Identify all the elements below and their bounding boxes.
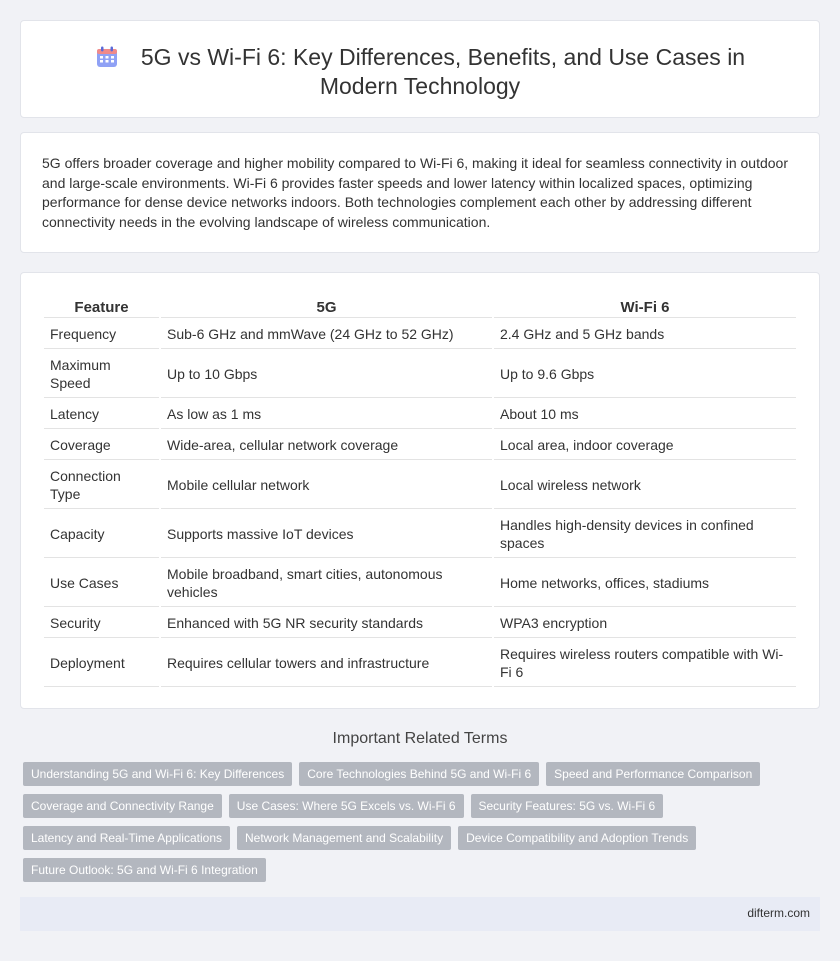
table-cell: Connection Type <box>44 462 159 509</box>
table-row <box>44 560 796 607</box>
header-card <box>20 20 820 118</box>
table-cell: Latency <box>44 400 159 429</box>
table-cell: Handles high-density devices in confined spaces <box>494 511 796 558</box>
table-cell: Deployment <box>44 640 159 687</box>
table-row <box>44 609 796 638</box>
calendar-icon <box>95 45 119 69</box>
related-term-tag[interactable]: Core Technologies Behind 5G and Wi-Fi 6 <box>299 762 539 786</box>
related-terms-list <box>23 762 803 882</box>
footer-site-link[interactable]: difterm.com <box>747 906 810 920</box>
related-term-tag[interactable]: Latency and Real-Time Applications <box>23 826 230 850</box>
header-5g: 5G <box>161 296 492 318</box>
table-cell: About 10 ms <box>494 400 796 429</box>
table-cell: Up to 10 Gbps <box>161 351 492 398</box>
table-cell: Frequency <box>44 320 159 349</box>
table-cell: Local wireless network <box>494 462 796 509</box>
table-cell: 2.4 GHz and 5 GHz bands <box>494 320 796 349</box>
table-cell: Coverage <box>44 431 159 460</box>
table-cell: Maximum Speed <box>44 351 159 398</box>
table-cell: As low as 1 ms <box>161 400 492 429</box>
table-cell: Capacity <box>44 511 159 558</box>
table-cell: Security <box>44 609 159 638</box>
header-feature: Feature <box>44 296 159 318</box>
comparison-table-card <box>20 272 820 709</box>
page-title: 5G vs Wi-Fi 6: Key Differences, Benefits, and Use Cases in Modern Technology <box>140 44 746 99</box>
table-cell: Supports massive IoT devices <box>161 511 492 558</box>
table-cell: Mobile broadband, smart cities, autonomous vehicles <box>161 560 492 607</box>
related-term-tag[interactable]: Coverage and Connectivity Range <box>23 794 222 818</box>
header-wifi6: Wi-Fi 6 <box>494 296 796 318</box>
table-cell: Up to 9.6 Gbps <box>494 351 796 398</box>
summary-card <box>20 132 820 253</box>
related-term-tag[interactable]: Device Compatibility and Adoption Trends <box>458 826 696 850</box>
comparison-table <box>42 294 798 689</box>
table-cell: Requires cellular towers and infrastructure <box>161 640 492 687</box>
related-term-tag[interactable]: Speed and Performance Comparison <box>546 762 760 786</box>
footer <box>20 897 820 931</box>
table-cell: WPA3 encryption <box>494 609 796 638</box>
related-term-tag[interactable]: Future Outlook: 5G and Wi-Fi 6 Integration <box>23 858 266 882</box>
table-cell: Home networks, offices, stadiums <box>494 560 796 607</box>
table-cell: Mobile cellular network <box>161 462 492 509</box>
table-row <box>44 640 796 687</box>
related-term-tag[interactable]: Network Management and Scalability <box>237 826 451 850</box>
table-header-row <box>44 296 796 318</box>
related-terms-title: Important Related Terms <box>332 730 508 747</box>
table-cell: Requires wireless routers compatible with Wi-Fi 6 <box>494 640 796 687</box>
table-cell: Wide-area, cellular network coverage <box>161 431 492 460</box>
table-row <box>44 462 796 509</box>
table-row <box>44 320 796 349</box>
related-term-tag[interactable]: Understanding 5G and Wi-Fi 6: Key Differences <box>23 762 292 786</box>
table-row <box>44 400 796 429</box>
table-row <box>44 431 796 460</box>
table-cell: Sub-6 GHz and mmWave (24 GHz to 52 GHz) <box>161 320 492 349</box>
table-row <box>44 351 796 398</box>
table-cell: Use Cases <box>44 560 159 607</box>
related-term-tag[interactable]: Security Features: 5G vs. Wi-Fi 6 <box>471 794 664 818</box>
summary-text: 5G offers broader coverage and higher mobility compared to Wi-Fi 6, making it ideal for seamless connectivity in outdoor and large-scale environments. Wi-Fi 6 provides faster speeds and lower latency within localized spaces, optimizing performance for dense device networks indoors. Both technologies complement each other by addressing different connectivity needs in the evolving landscape of wireless communication. <box>42 155 788 230</box>
table-row <box>44 511 796 558</box>
related-term-tag[interactable]: Use Cases: Where 5G Excels vs. Wi-Fi 6 <box>229 794 464 818</box>
table-cell: Enhanced with 5G NR security standards <box>161 609 492 638</box>
table-cell: Local area, indoor coverage <box>494 431 796 460</box>
page-title-container <box>21 43 819 101</box>
